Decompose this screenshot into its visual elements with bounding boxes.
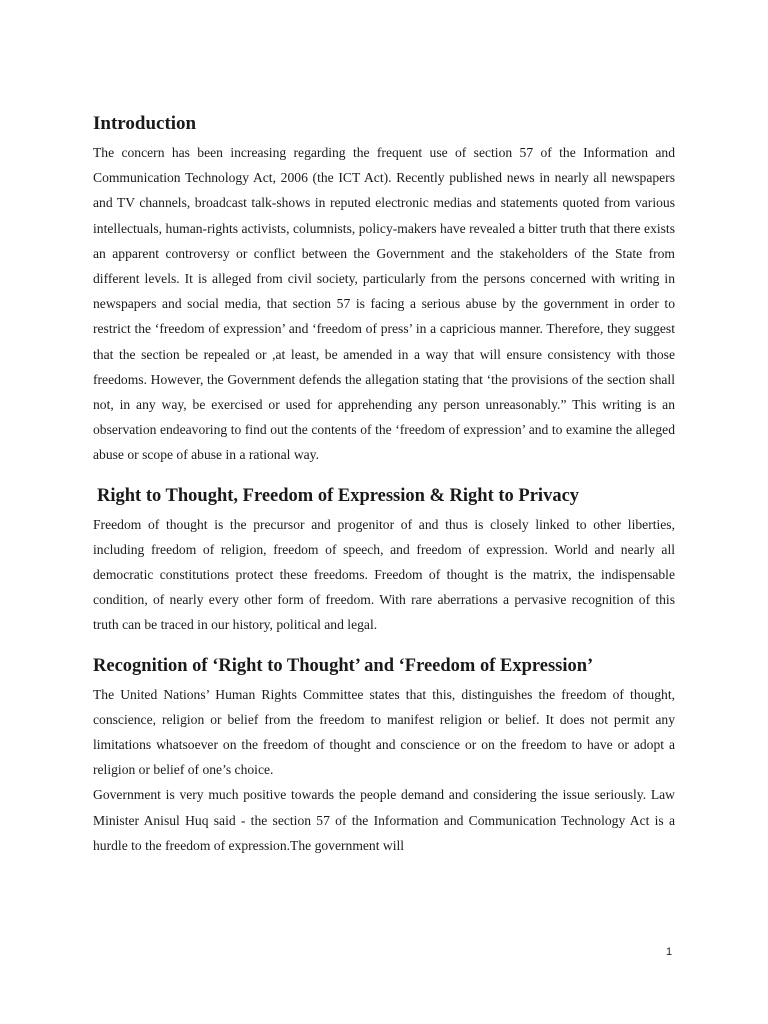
section-spacer xyxy=(93,468,675,482)
section-heading-recognition: Recognition of ‘Right to Thought’ and ‘Freedom of Expression’ xyxy=(93,655,594,676)
document-page xyxy=(93,110,675,858)
section-heading-introduction: Introduction xyxy=(93,113,197,134)
right-to-thought-paragraph: Freedom of thought is the precursor and progenitor of and thus is closely linked to other liberties, including freedom of religion, freedom of speech, and freedom of expression. World and nearly all democratic constitutions protect these freedoms. Freedom of thought is the matrix, the indispensable condition, of nearly every other form of freedom. With rare aberrations a pervasive recognition of this truth can be traced in our history, political and legal. xyxy=(93,516,675,633)
recognition-paragraph-2: Government is very much positive towards the people demand and considering the issue seriously. Law Minister Anisul Huq said - the section 57 of the Information and Communication Technology Act is a hurdle to the freedom of expression.The government will xyxy=(93,787,675,853)
recognition-paragraph-1: The United Nations’ Human Rights Committee states that this, distinguishes the freedom of thought, conscience, religion or belief from the freedom to manifest religion or belief. It does not permit any limitations whatsoever on the freedom of thought and conscience or on the freedom to have or adopt a religion or belief of one’s choice. xyxy=(93,686,675,778)
section-spacer xyxy=(93,638,675,652)
introduction-paragraph: The concern has been increasing regarding the frequent use of section 57 of the Information and Communication Technology Act, 2006 (the ICT Act). Recently published news in nearly all newspapers and TV channels, broadcast talk-shows in reputed electronic medias and statements quoted from various intellectuals, human-rights activists, columnists, policy-makers have revealed a bitter truth that there exists an apparent controversy or conflict between the Government and the stakeholders of the State from different levels. It is alleged from civil society, particularly from the persons concerned with writing in newspapers and social media, that section 57 is facing a serious abuse by the government in order to restrict the ‘freedom of expression’ and ‘freedom of press’ in a capricious manner. Therefore, they suggest that the section be repealed or ,at least, be amended in a way that will ensure consistency with those freedoms. However, the Government defends the allegation stating that ‘the provisions of the section shall not, in any way, be exercised or used for apprehending any person unreasonably.” This writing is an observation endeavoring to find out the contents of the ‘freedom of expression’ and to examine the alleged abuse or scope of abuse in a rational way. xyxy=(93,145,675,463)
page-number: 1 xyxy=(666,946,673,958)
section-heading-right-to-thought: Right to Thought, Freedom of Expression & Right to Privacy xyxy=(97,485,580,506)
